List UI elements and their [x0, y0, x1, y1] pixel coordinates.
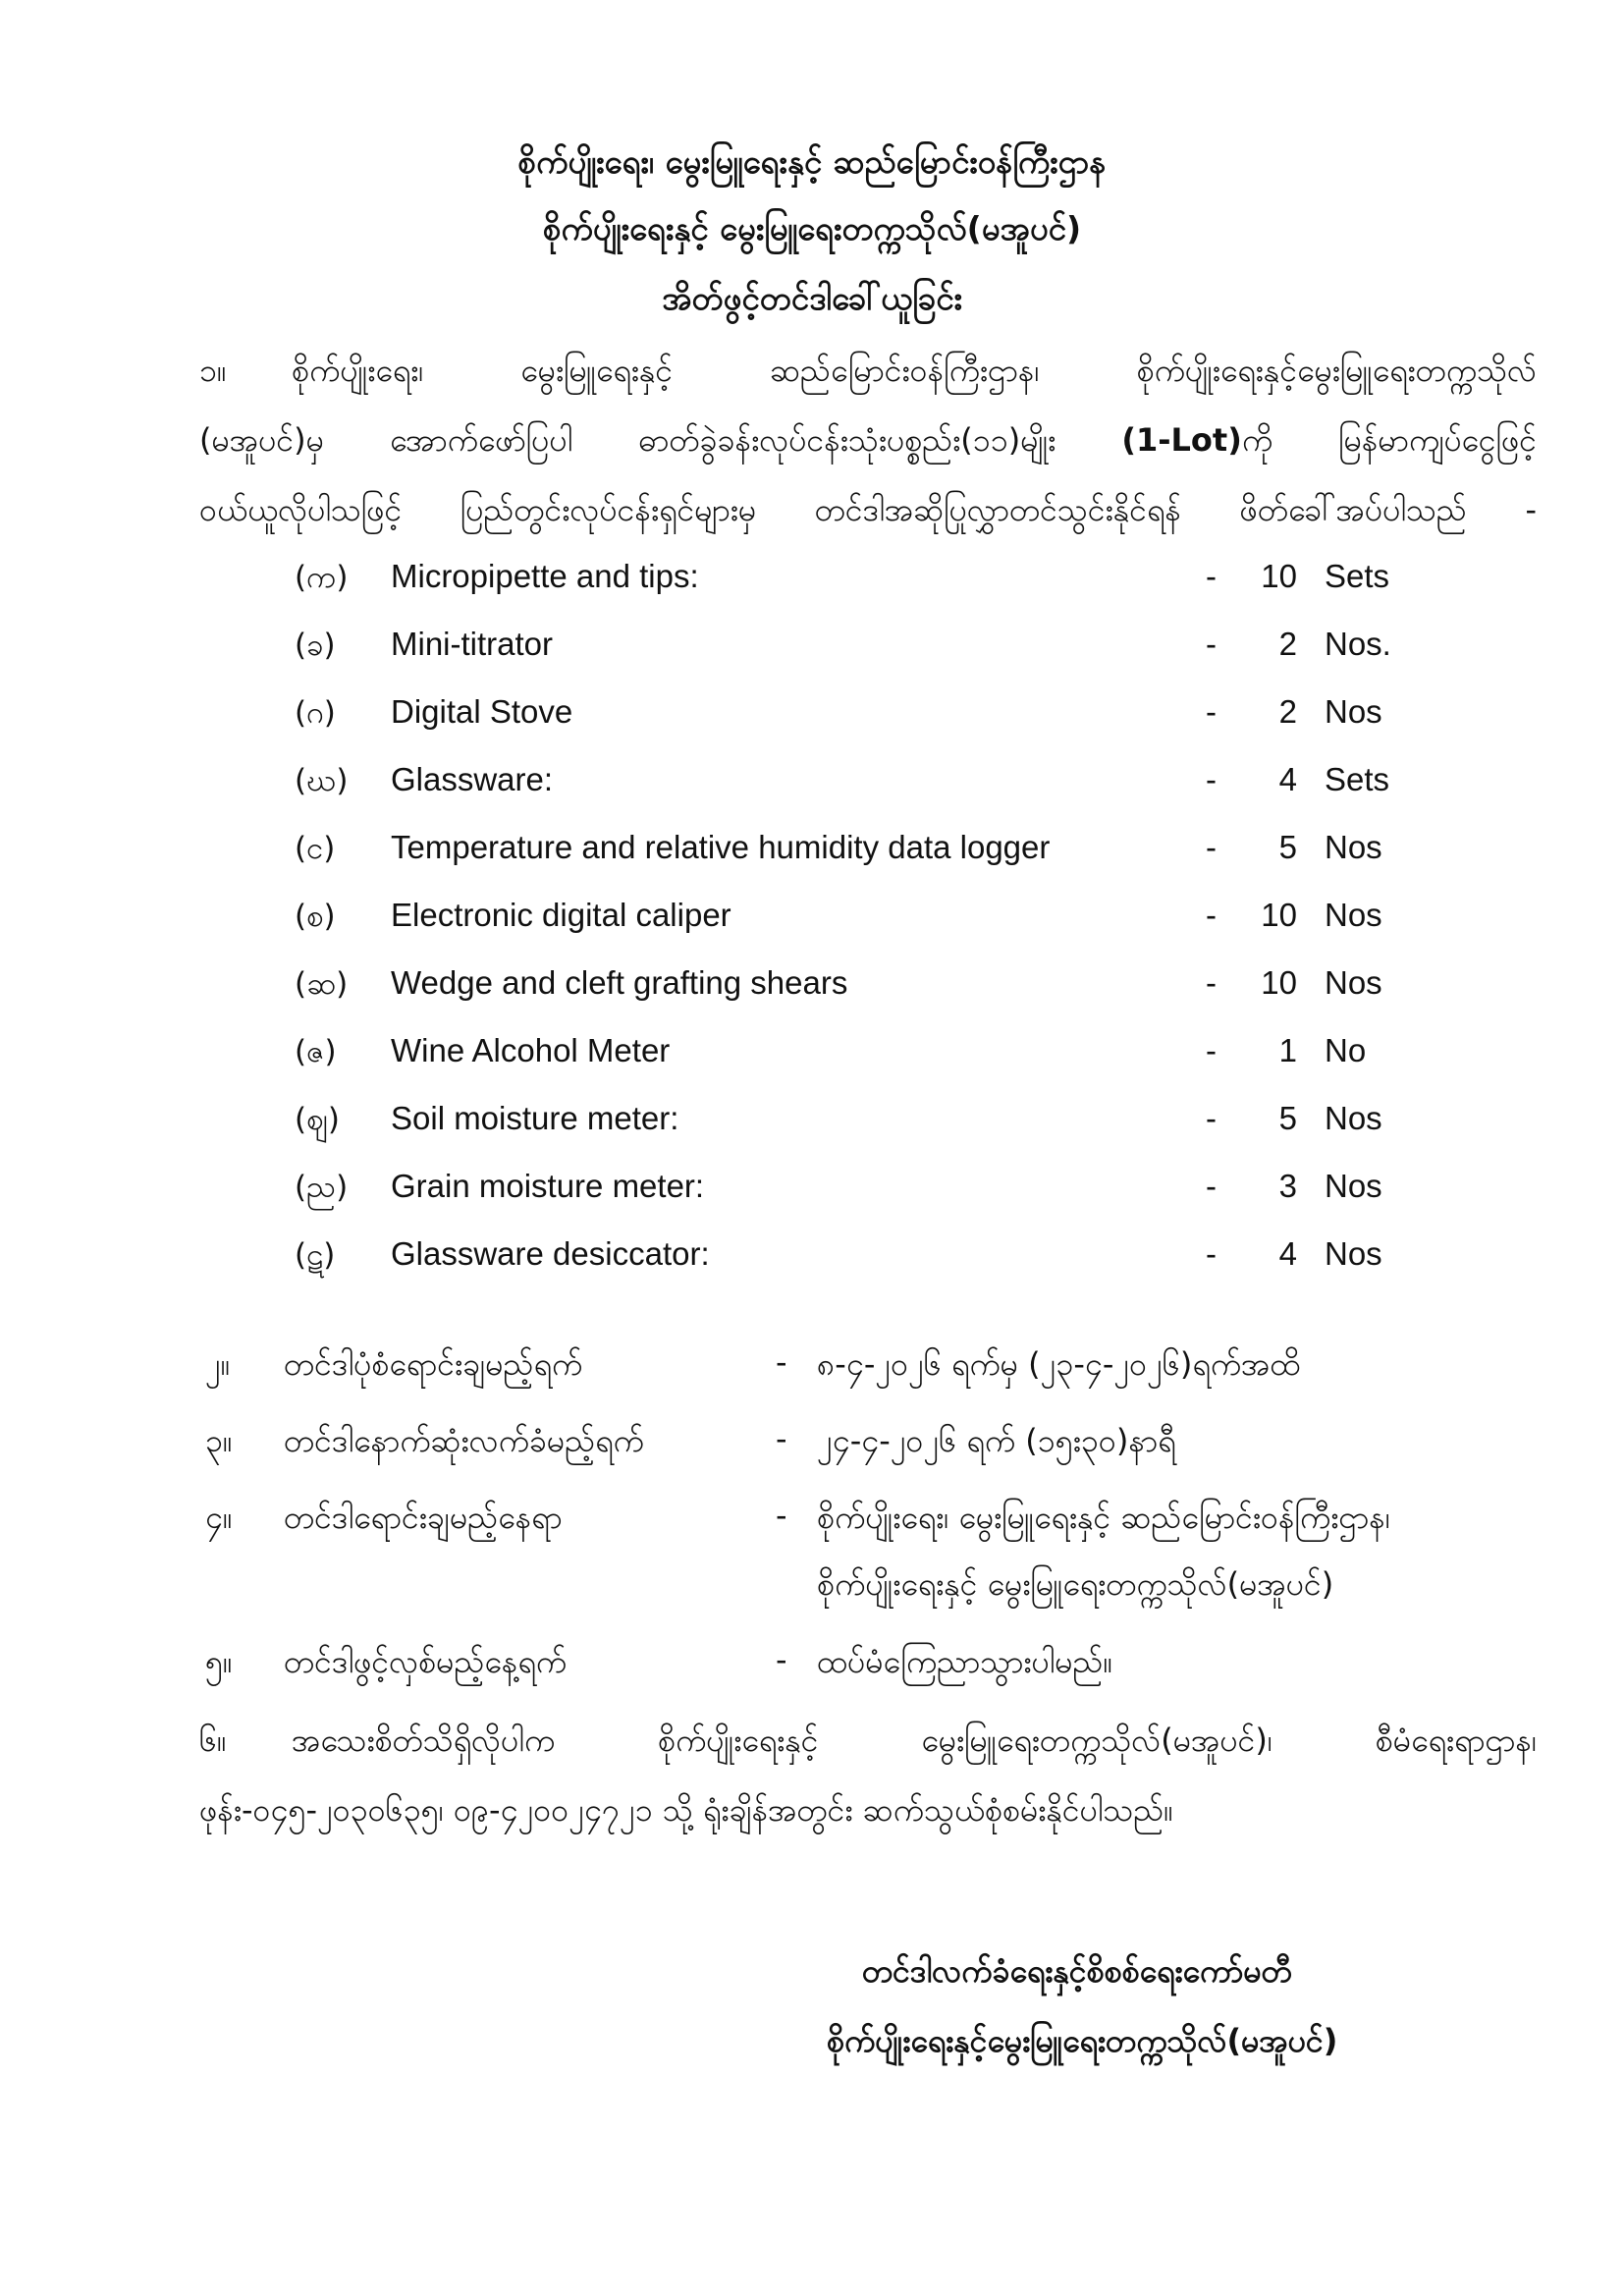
item-quantity: 4: [1278, 1235, 1297, 1272]
item-name: Digital Stove: [391, 693, 573, 730]
item-name: Wedge and cleft grafting shears: [391, 964, 848, 1001]
university-title: စိုက်ပျိုးရေးနှင့် မွေးမြူရေးတက္ကသိုလ်(မအူပင်): [542, 209, 1082, 247]
committee-name: တင်ဒါလက်ခံရေးနှင့်စိစစ်ရေးကော်မတီ: [862, 1952, 1292, 1990]
item-name: Micropipette and tips:: [391, 558, 699, 594]
list-item: [0, 1032, 1624, 1079]
item-unit: No: [1325, 1032, 1367, 1068]
item-mark: (ဋ): [295, 1237, 336, 1273]
detail-dash: -: [776, 1343, 787, 1381]
detail-number: ၃။: [205, 1422, 233, 1459]
item-unit: Sets: [1325, 558, 1390, 594]
intro-line-3: ဝယ်ယူလိုပါသဖြင့် ပြည်တွင်းလုပ်ငန်းရှင်များမှ တင်ဒါအဆိုပြုလွှာတင်သွင်းနိုင်ရန် ဖိတ်ခေါ်အပ်ပါသည် -: [199, 491, 1537, 528]
list-item: [0, 1235, 1624, 1283]
detail-value: ၂၄-၄-၂၀၂၆ ရက် (၁၅း၃၀)နာရီ: [817, 1422, 1176, 1459]
list-item: [0, 1100, 1624, 1147]
intro-line-1: [199, 350, 1537, 397]
item-quantity: 5: [1278, 829, 1297, 865]
item-name: Wine Alcohol Meter: [391, 1032, 671, 1068]
detail-label: တင်ဒါပုံစံရောင်းချမည့်ရက်: [284, 1345, 583, 1383]
item-mark: (င): [295, 831, 336, 866]
item-quantity: 2: [1278, 693, 1297, 730]
list-item: [0, 761, 1624, 808]
item-name: Mini-titrator: [391, 626, 554, 662]
ministry-title: စိုက်ပျိုးရေး၊ မွေးမြူရေးနှင့် ဆည်မြောင်းဝန်ကြီးဌာန: [517, 142, 1107, 181]
item-mark: (ဆ): [295, 966, 349, 1002]
item-unit: Nos: [1325, 964, 1382, 1001]
item-quantity: 10: [1261, 897, 1297, 933]
item-name: Glassware:: [391, 761, 554, 797]
list-item: [0, 626, 1624, 673]
lot-label: (1-Lot): [1121, 421, 1242, 459]
detail-value: စိုက်ပျိုးရေး၊ မွေးမြူရေးနှင့် ဆည်မြောင်းဝန်ကြီးဌာန၊: [817, 1499, 1390, 1536]
item-quantity: 3: [1278, 1168, 1297, 1204]
item-unit: Sets: [1325, 761, 1390, 797]
item-unit: Nos: [1325, 1235, 1382, 1272]
detail-label: တင်ဒါနောက်ဆုံးလက်ခံမည့်ရက်: [284, 1422, 644, 1459]
item-quantity: 1: [1278, 1032, 1297, 1068]
contact-line-1: [199, 1720, 1537, 1767]
detail-dash: -: [776, 1497, 787, 1534]
intro-text-2a: (မအူပင်)မှ အောက်ဖော်ပြပါ ဓာတ်ခွဲခန်းလုပ်ငန်းသုံးပစ္စည်း(၁၁)မျိုး: [199, 421, 1122, 459]
list-item: [0, 693, 1624, 740]
item-quantity: 5: [1278, 1100, 1297, 1136]
item-dash: -: [1206, 897, 1217, 933]
detail-value-continued: စိုက်ပျိုးရေးနှင့် မွေးမြူရေးတက္ကသိုလ်(မအူပင်): [817, 1565, 1334, 1603]
item-dash: -: [1206, 964, 1217, 1001]
item-dash: -: [1206, 693, 1217, 730]
item-unit: Nos: [1325, 1100, 1382, 1136]
detail-label: တင်ဒါရောင်းချမည့်နေရာ: [284, 1499, 563, 1536]
item-quantity: 4: [1278, 761, 1297, 797]
item-mark: (စ): [295, 899, 336, 934]
intro-text-1: စိုက်ပျိုးရေး၊ မွေးမြူရေးနှင့် ဆည်မြောင်းဝန်ကြီးဌာန၊ စိုက်ပျိုးရေးနှင့်မွေးမြူရေးတက္ကသိုလ်: [292, 352, 1537, 389]
item-name: Glassware desiccator:: [391, 1235, 710, 1272]
list-item: [0, 964, 1624, 1011]
item-mark: (က): [295, 560, 349, 595]
item-mark: (ဃ): [295, 763, 349, 798]
item-name: Soil moisture meter:: [391, 1100, 679, 1136]
item-quantity: 2: [1278, 626, 1297, 662]
item-unit: Nos: [1325, 693, 1382, 730]
item-name: Temperature and relative humidity data logger: [391, 829, 1051, 865]
detail-number: ၂။: [205, 1345, 231, 1383]
detail-value: ၈-၄-၂၀၂၆ ရက်မှ (၂၃-၄-၂၀၂၆)ရက်အထိ: [817, 1345, 1301, 1383]
list-item: [0, 1168, 1624, 1215]
item-mark: (ဈ): [295, 1102, 341, 1137]
item-unit: Nos.: [1325, 626, 1391, 662]
item-name: Grain moisture meter:: [391, 1168, 705, 1204]
item-dash: -: [1206, 558, 1217, 594]
item-mark: (ခ): [295, 628, 336, 663]
list-item: [0, 558, 1624, 605]
contact-number: ၆။: [199, 1722, 227, 1759]
item-dash: -: [1206, 761, 1217, 797]
detail-value: ထပ်မံကြေညာသွားပါမည်။: [817, 1643, 1113, 1680]
detail-dash: -: [776, 1641, 787, 1678]
list-item: [0, 897, 1624, 944]
item-name: Electronic digital caliper: [391, 897, 731, 933]
intro-text-2b: ကို မြန်မာကျပ်ငွေဖြင့်: [1241, 421, 1538, 459]
item-dash: -: [1206, 829, 1217, 865]
notice-title: အိတ်ဖွင့်တင်ဒါခေါ်ယူခြင်း: [662, 279, 962, 317]
intro-number: ၁။: [199, 352, 227, 389]
contact-line-2: ဖုန်း-၀၄၅-၂၀၃၀၆၃၅၊ ၀၉-၄၂၀၀၂၄၇၂၁ သို့ ရုံးချိန်အတွင်း ဆက်သွယ်စုံစမ်းနိုင်ပါသည်။: [199, 1791, 1173, 1829]
item-unit: Nos: [1325, 829, 1382, 865]
item-quantity: 10: [1261, 964, 1297, 1001]
list-item: [0, 829, 1624, 876]
item-unit: Nos: [1325, 897, 1382, 933]
contact-text-1: အသေးစိတ်သိရှိလိုပါက စိုက်ပျိုးရေးနှင့် မွေးမြူရေးတက္ကသိုလ်(မအူပင်)၊ စီမံရေးရာဌာန၊: [292, 1722, 1537, 1759]
detail-label: တင်ဒါဖွင့်လှစ်မည့်နေ့ရက်: [284, 1643, 567, 1680]
item-mark: (ဂ): [295, 695, 336, 731]
item-dash: -: [1206, 626, 1217, 662]
item-unit: Nos: [1325, 1168, 1382, 1204]
item-mark: (ဇ): [295, 1034, 337, 1069]
item-mark: (ည): [295, 1170, 349, 1205]
item-quantity: 10: [1261, 558, 1297, 594]
item-dash: -: [1206, 1235, 1217, 1272]
detail-number: ၄။: [205, 1499, 233, 1536]
intro-line-2: [199, 419, 1537, 466]
item-dash: -: [1206, 1032, 1217, 1068]
detail-number: ၅။: [205, 1643, 233, 1680]
detail-dash: -: [776, 1420, 787, 1457]
signature-university: စိုက်ပျိုးရေးနှင့်မွေးမြူရေးတက္ကသိုလ်(မအူပင်): [827, 2022, 1338, 2059]
item-dash: -: [1206, 1100, 1217, 1136]
item-dash: -: [1206, 1168, 1217, 1204]
